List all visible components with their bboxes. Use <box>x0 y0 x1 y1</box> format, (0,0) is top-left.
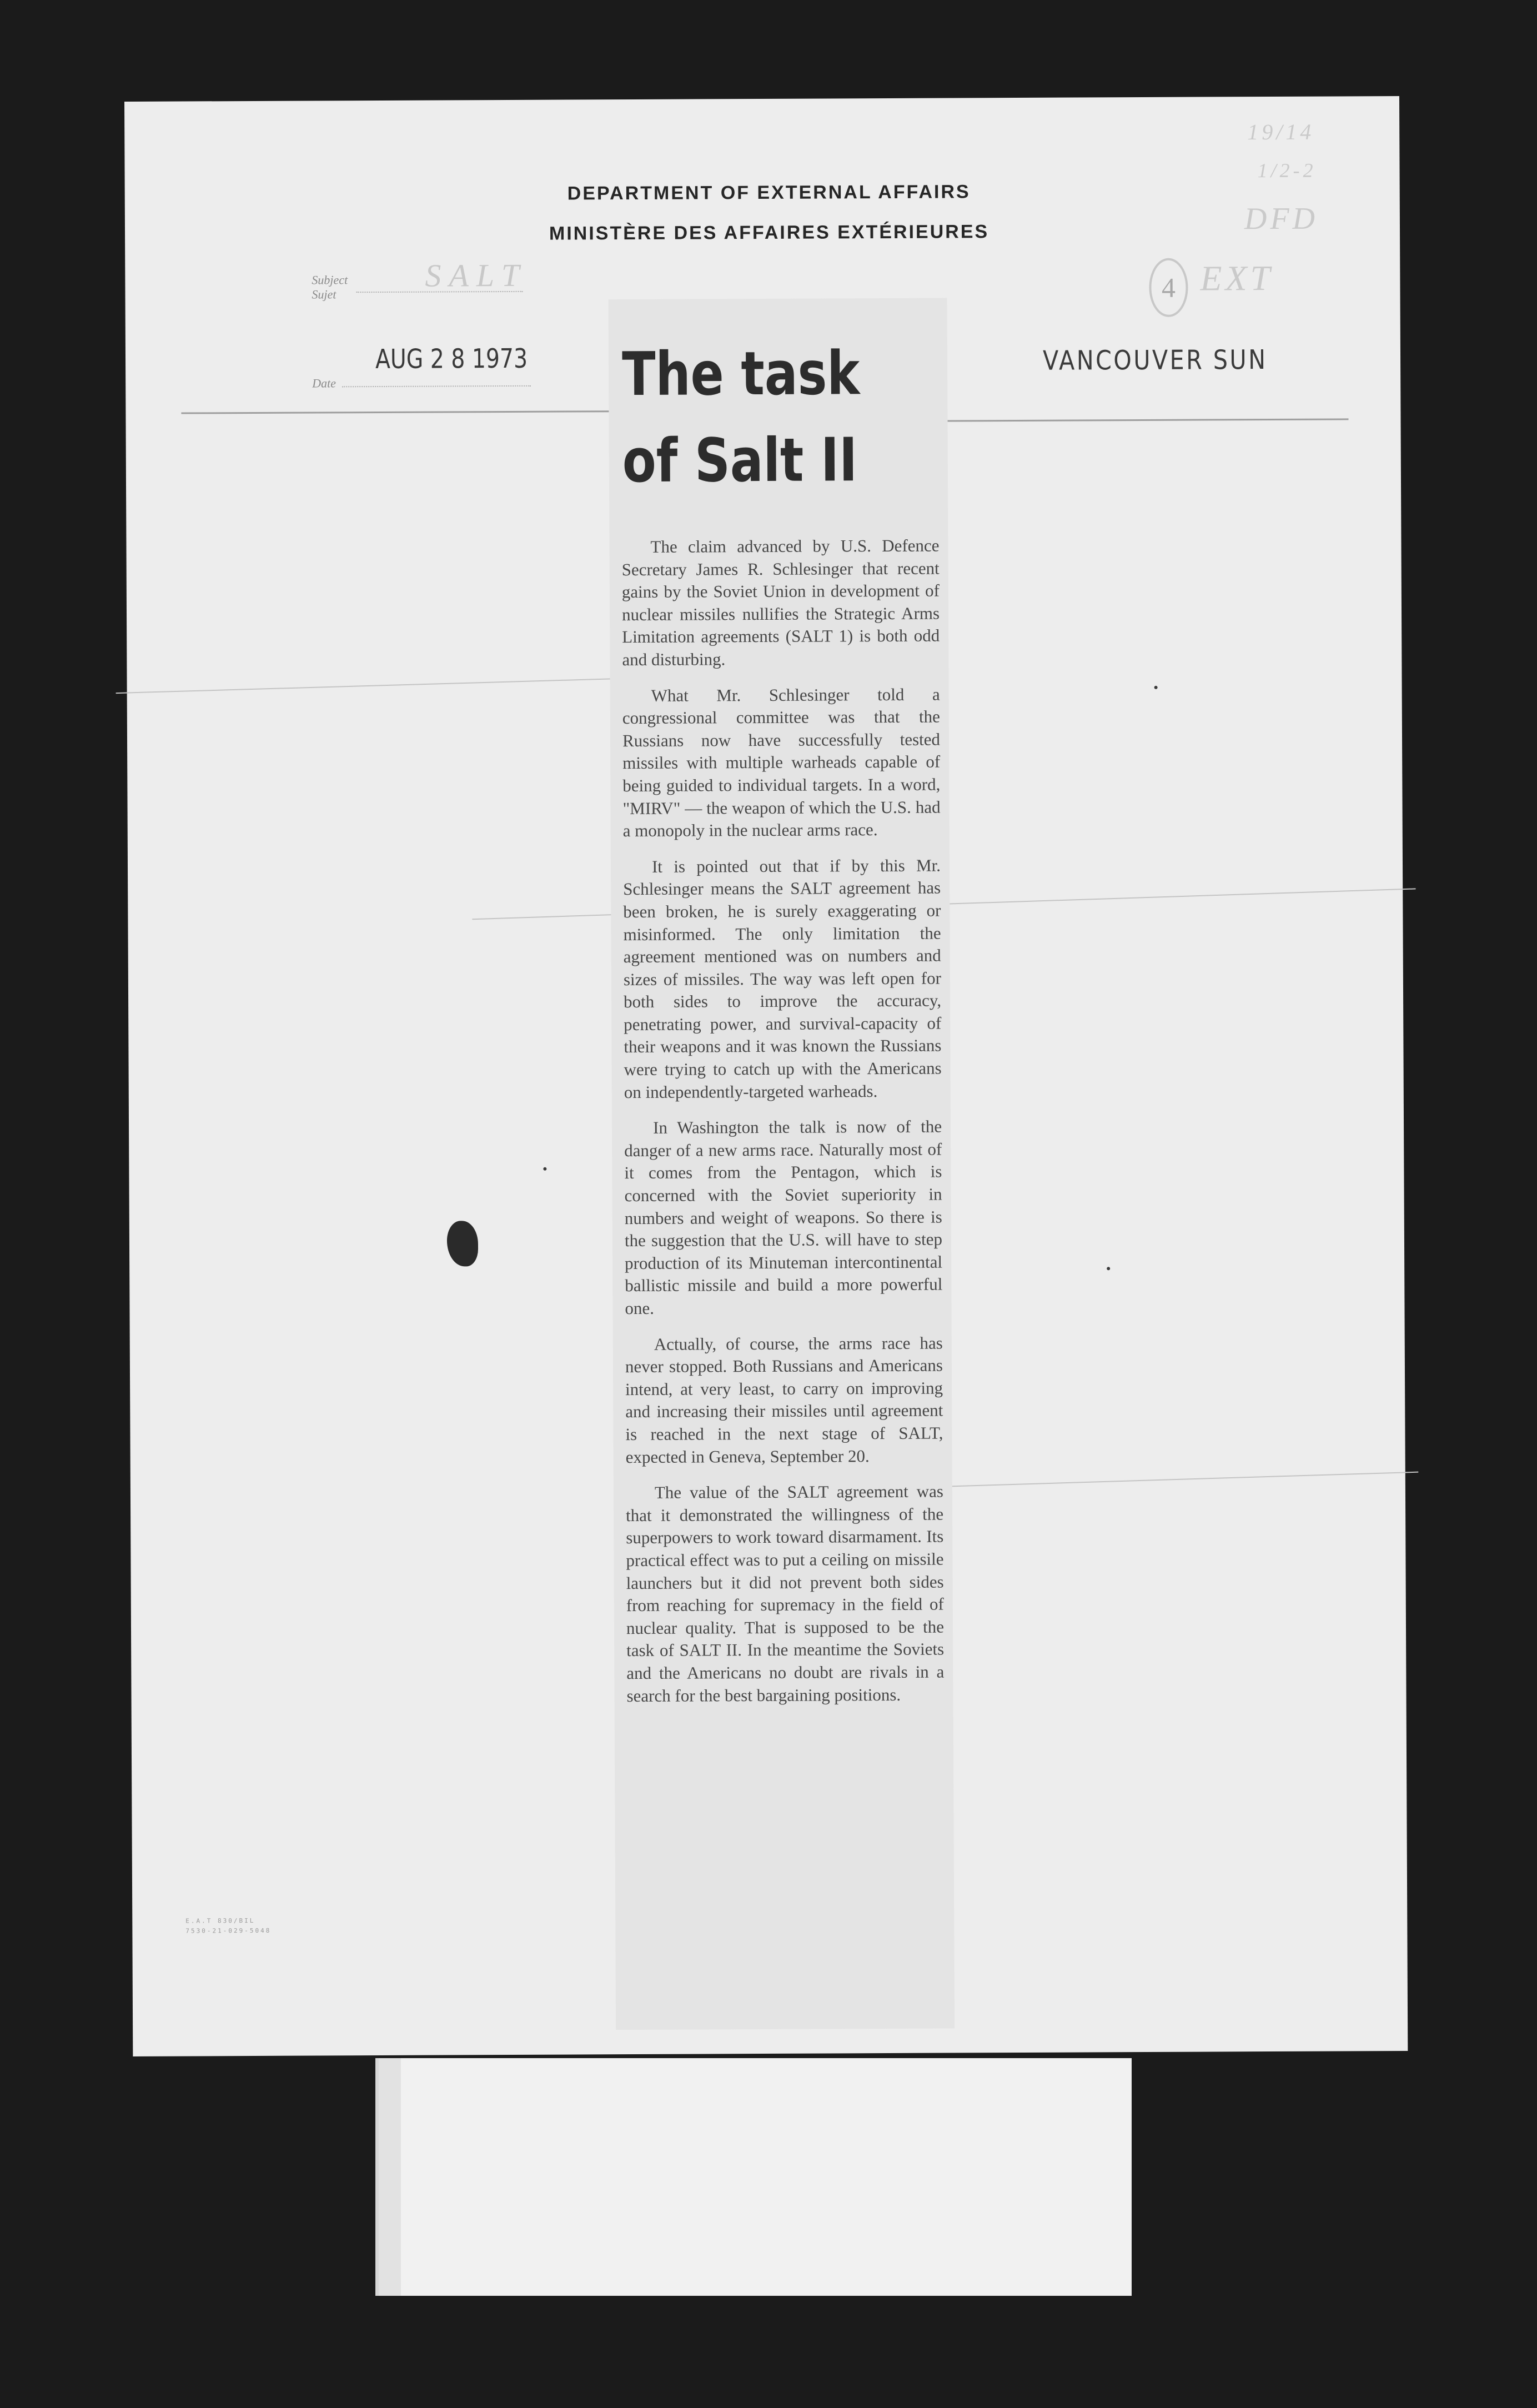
corner-note: DFD <box>1244 201 1319 237</box>
subject-label: Subject <box>312 273 348 287</box>
dust-speck <box>543 1167 546 1171</box>
date-stamp: AUG 2 8 1973 <box>375 343 528 375</box>
newspaper-source-stamp: VANCOUVER SUN <box>1042 344 1268 377</box>
corner-note: 1/2-2 <box>1257 159 1317 182</box>
article-paragraph: In Washington the talk is now of the danger of a new arms race. Naturally most of it comes from the Pentagon, which is concerned with the Soviet superiority in numbers and weight of weapons. So there is the suggestion that the U.S. will have to step production of its Minuteman intercontinental ballistic missile and build a more powerful one. <box>624 1116 943 1318</box>
article-paragraph: The value of the SALT agreement was that it demonstrated the willingness of the superpowers to work toward disarmament. Its practical effect was to put a ceiling on missile launchers but it did not prevent both sides from reaching for supremacy in the field of nuclear quality. That is supposed to be the task of SALT II. In the meantime the Soviets and the Americans no doubt are rivals in a search for the best bargaining positions. <box>626 1481 945 1705</box>
dust-speck <box>1154 686 1158 689</box>
form-code-line-2: 7530-21-029-5048 <box>185 1927 272 1935</box>
article-headline <box>622 330 941 505</box>
department-name-english: DEPARTMENT OF EXTERNAL AFFAIRS <box>567 181 971 204</box>
article-paragraph: The claim advanced by U.S. Defence Secretary James R. Schlesinger that recent gains by the Soviet Union in development of nuclear missiles nullifies the Strategic Arms Limitation agreements (SALT 1) is both odd and disturbing. <box>621 535 940 670</box>
date-line <box>342 385 531 387</box>
strip-fold <box>379 2058 401 2296</box>
document-sheet <box>124 96 1408 2056</box>
article-body <box>609 535 953 1708</box>
article-paragraph: Actually, of course, the arms race has never stopped. Both Russians and Americans intend, at very least, to carry on improving and increasing their missiles until agreement is reached in the next stage of SALT, expected in Geneva, September 20. <box>625 1333 943 1467</box>
header-rule-right <box>948 418 1349 422</box>
ink-blot <box>447 1221 478 1266</box>
corner-note: 19/14 <box>1247 119 1315 145</box>
header-rule-left <box>181 410 609 414</box>
form-code-line-1: E.A.T 830/BIL <box>185 1917 255 1925</box>
headline-line-2: of Salt II <box>622 425 858 496</box>
newspaper-clipping <box>609 298 955 2030</box>
dust-speck <box>1107 1267 1110 1270</box>
circled-file-number: 4 <box>1149 258 1188 317</box>
handwritten-file-note: EXT <box>1200 258 1274 298</box>
department-name-french: MINISTÈRE DES AFFAIRES EXTÉRIEURES <box>549 221 989 244</box>
headline-line-1: The task <box>621 339 860 410</box>
sujet-label: Sujet <box>312 287 336 302</box>
article-paragraph: It is pointed out that if by this Mr. Schlesinger means the SALT agreement has been broken, he is surely exaggerating or misinformed. The only limitation the agreement mentioned was on numbers and sizes of missiles. The way was left open for both sides to improve the accuracy, penetrating power, and survival-capacity of their weapons and it was known the Russians were trying to catch up with the Americans on independently-targeted warheads. <box>623 855 942 1102</box>
next-frame-strip <box>375 2058 1132 2296</box>
article-paragraph: What Mr. Schlesinger told a congressional committee was that the Russians now have successfully tested missiles with multiple warheads capable of being guided to individual targets. In a word, "MIRV" — the weapon of which the U.S. had a monopoly in the nuclear arms race. <box>622 684 941 841</box>
date-label: Date <box>312 376 336 390</box>
subject-handwritten: SALT <box>425 257 528 294</box>
form-code <box>185 1916 271 1937</box>
